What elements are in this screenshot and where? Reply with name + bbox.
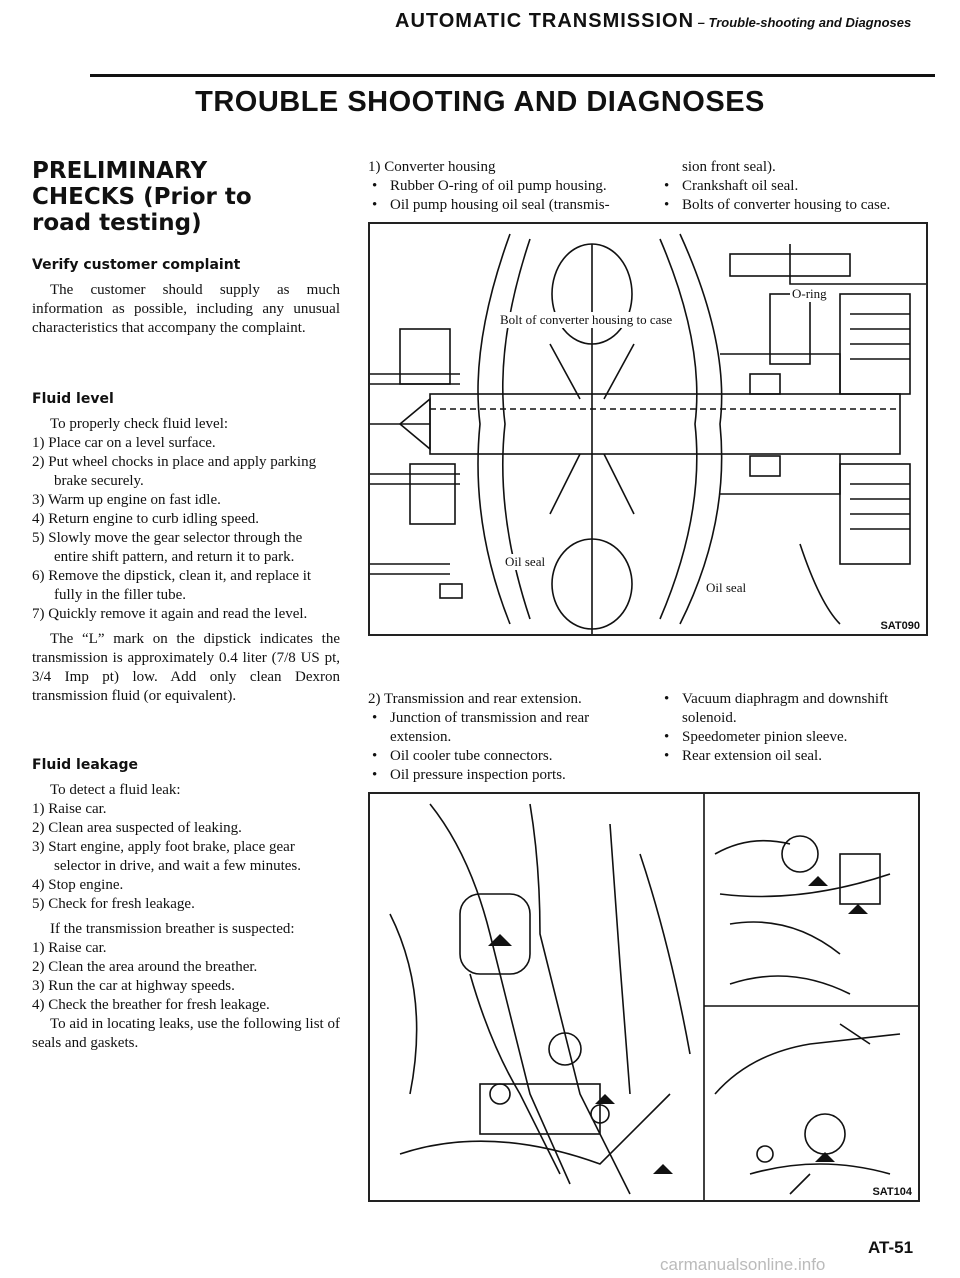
figure-code: SAT104 [872,1186,912,1198]
list1-continuation: sion front seal). [682,159,776,175]
list-item: 1) Place car on a level surface. [32,435,216,451]
fluid-leakage-steps [32,800,340,914]
list-item: • Speedometer pinion sleeve. [660,728,930,747]
label-bolt: Bolt of converter housing to case [500,312,673,327]
label-oil-seal-right: Oil seal [706,580,747,595]
list-item: • Junction of transmission and rear extension. [368,709,653,747]
verify-paragraph: The customer should supply as much information as possible, including any unusual characteristics that accompany the complaint. [32,282,340,336]
page-number: AT-51 [868,1238,914,1257]
header-title: AUTOMATIC TRANSMISSION [395,10,695,32]
list-item: 1) Raise car. [32,801,107,817]
list-item: • Vacuum diaphragm and downshift solenoid. [660,690,930,728]
list-item: 4) Check the breather for fresh leakage. [32,997,270,1013]
fluid-leakage-heading: Fluid leakage [32,757,139,773]
figure-rear-extension [368,792,920,1202]
fluid-leakage-intro: To detect a fluid leak: [50,782,181,798]
list-item: 1) Raise car. [32,940,107,956]
figure-converter-housing [368,222,928,636]
list-item: • Rubber O-ring of oil pump housing. [368,177,648,196]
list-item: 6) Remove the dipstick, clean it, and replace it fully in the filler tube. [32,568,312,603]
list-item: 5) Slowly move the gear selector through the entire shift pattern, and return it to park. [32,530,303,565]
list1-column-a [368,158,648,215]
section-heading: PRELIMINARY CHECKS (Prior to road testing) [32,158,252,236]
header-subtitle: – Trouble-shooting and Diagnoses [694,15,912,30]
list2-column-a [368,690,653,785]
label-oil-seal-left: Oil seal [505,554,546,569]
converter-housing-drawing [370,224,926,634]
list2-column-b [660,690,930,766]
page-title: TROUBLE SHOOTING AND DIAGNOSES [195,86,765,118]
running-header [395,10,930,33]
seals-paragraph: To aid in locating leaks, use the following list of seals and gaskets. [32,1016,340,1051]
list-item: • Rear extension oil seal. [660,747,930,766]
breather-steps [32,939,340,1015]
list-item: 3) Warm up engine on fast idle. [32,492,221,508]
list-item: • Oil pump housing oil seal (transmis- [368,196,648,215]
list-item: 5) Check for fresh leakage. [32,896,195,912]
breather-paragraph: If the transmission breather is suspected: [50,921,295,937]
label-oring: O-ring [792,286,827,301]
list-item: 4) Return engine to curb idling speed. [32,511,260,527]
watermark: carmanualsonline.info [660,1255,826,1274]
list-item: • Oil cooler tube connectors. [368,747,653,766]
fluid-level-heading: Fluid level [32,391,114,407]
list-item: 3) Run the car at highway speeds. [32,978,235,994]
list-item: 2) Put wheel chocks in place and apply parking brake securely. [32,454,317,489]
figure-code: SAT090 [880,620,920,632]
header-rule [90,74,935,77]
list1-heading: 1) Converter housing [368,159,496,175]
fluid-level-intro: To properly check fluid level: [50,416,229,432]
list-item: 3) Start engine, apply foot brake, place gear selector in drive, and wait a few minutes. [32,839,302,874]
rear-extension-drawing [370,794,918,1200]
verify-heading: Verify customer complaint [32,257,241,273]
list2-heading: 2) Transmission and rear extension. [368,691,582,707]
left-column [32,158,340,1053]
fluid-level-steps [32,434,340,624]
list-item: 2) Clean the area around the breather. [32,959,258,975]
dipstick-paragraph: The “L” mark on the dipstick indicates the transmission is approximately 0.4 liter (7/8 US pt, 3/4 Imp pt) low. Add only clean Dexron transmission fluid (or equivalent). [32,631,340,704]
list-item: • Crankshaft oil seal. [660,177,930,196]
list-item: 7) Quickly remove it again and read the level. [32,606,308,622]
list-item: • Bolts of converter housing to case. [660,196,930,215]
list-item: • Oil pressure inspection ports. [368,766,653,785]
list-item: 4) Stop engine. [32,877,124,893]
list1-column-b [660,158,930,215]
list-item: 2) Clean area suspected of leaking. [32,820,242,836]
